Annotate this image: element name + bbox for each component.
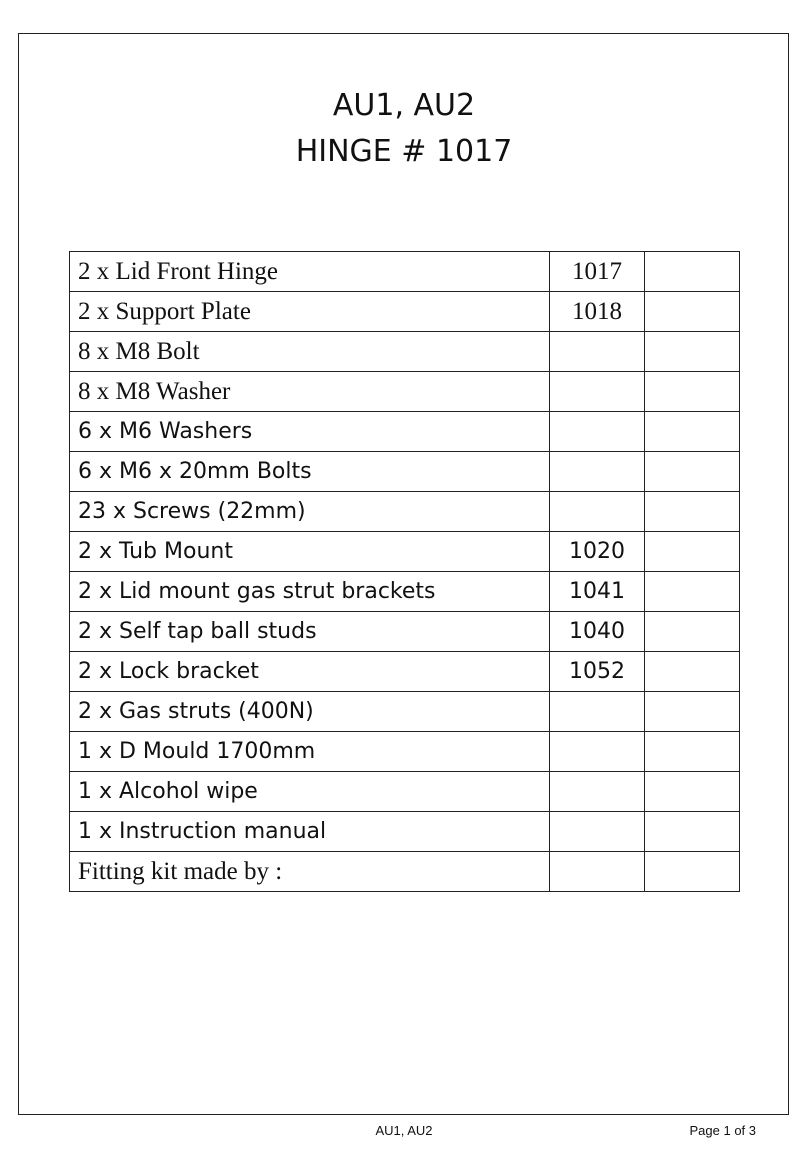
part-number-cell: 1017	[550, 252, 645, 292]
part-description-cell: 8 x M8 Washer	[70, 372, 550, 412]
part-description-cell: 2 x Support Plate	[70, 292, 550, 332]
check-cell	[645, 532, 740, 572]
parts-table-row	[70, 372, 740, 412]
check-cell	[645, 412, 740, 452]
part-number-cell	[550, 692, 645, 732]
part-description-cell: Fitting kit made by :	[70, 852, 550, 892]
part-number-cell: 1052	[550, 652, 645, 692]
part-description-cell: 1 x Instruction manual	[70, 812, 550, 852]
parts-table-row	[70, 412, 740, 452]
footer-page-number: Page 1 of 3	[689, 1123, 756, 1138]
parts-table-row	[70, 492, 740, 532]
part-description-cell: 6 x M6 Washers	[70, 412, 550, 452]
parts-table-row	[70, 452, 740, 492]
check-cell	[645, 372, 740, 412]
part-number-cell: 1040	[550, 612, 645, 652]
check-cell	[645, 732, 740, 772]
part-description-cell: 2 x Lid mount gas strut brackets	[70, 572, 550, 612]
check-cell	[645, 252, 740, 292]
part-description-cell: 2 x Gas struts (400N)	[70, 692, 550, 732]
check-cell	[645, 852, 740, 892]
parts-table-row	[70, 332, 740, 372]
part-number-cell: 1041	[550, 572, 645, 612]
part-number-cell	[550, 852, 645, 892]
parts-table	[69, 251, 740, 892]
check-cell	[645, 692, 740, 732]
part-number-cell: 1018	[550, 292, 645, 332]
parts-table-row	[70, 852, 740, 892]
part-description-cell: 6 x M6 x 20mm Bolts	[70, 452, 550, 492]
check-cell	[645, 492, 740, 532]
check-cell	[645, 292, 740, 332]
check-cell	[645, 572, 740, 612]
part-number-cell	[550, 412, 645, 452]
part-number-cell	[550, 372, 645, 412]
check-cell	[645, 332, 740, 372]
part-number-cell	[550, 812, 645, 852]
parts-table-row	[70, 652, 740, 692]
part-description-cell: 23 x Screws (22mm)	[70, 492, 550, 532]
part-number-cell	[550, 732, 645, 772]
check-cell	[645, 772, 740, 812]
part-number-cell: 1020	[550, 532, 645, 572]
check-cell	[645, 812, 740, 852]
parts-table-row	[70, 812, 740, 852]
part-description-cell: 1 x Alcohol wipe	[70, 772, 550, 812]
part-description-cell: 2 x Self tap ball studs	[70, 612, 550, 652]
check-cell	[645, 612, 740, 652]
parts-table-row	[70, 692, 740, 732]
parts-table-row	[70, 532, 740, 572]
document-title-models: AU1, AU2	[332, 88, 476, 123]
part-number-cell	[550, 772, 645, 812]
footer-model-label: AU1, AU2	[375, 1123, 433, 1138]
part-description-cell: 8 x M8 Bolt	[70, 332, 550, 372]
parts-table-body	[70, 252, 740, 892]
part-number-cell	[550, 332, 645, 372]
part-description-cell: 2 x Lid Front Hinge	[70, 252, 550, 292]
parts-table-row	[70, 292, 740, 332]
document-title-hinge: HINGE # 1017	[295, 134, 513, 169]
check-cell	[645, 652, 740, 692]
part-number-cell	[550, 492, 645, 532]
part-description-cell: 2 x Lock bracket	[70, 652, 550, 692]
parts-table-row	[70, 612, 740, 652]
parts-table-row	[70, 572, 740, 612]
part-description-cell: 1 x D Mould 1700mm	[70, 732, 550, 772]
parts-table-row	[70, 772, 740, 812]
check-cell	[645, 452, 740, 492]
parts-table-row	[70, 732, 740, 772]
part-number-cell	[550, 452, 645, 492]
parts-table-row	[70, 252, 740, 292]
part-description-cell: 2 x Tub Mount	[70, 532, 550, 572]
